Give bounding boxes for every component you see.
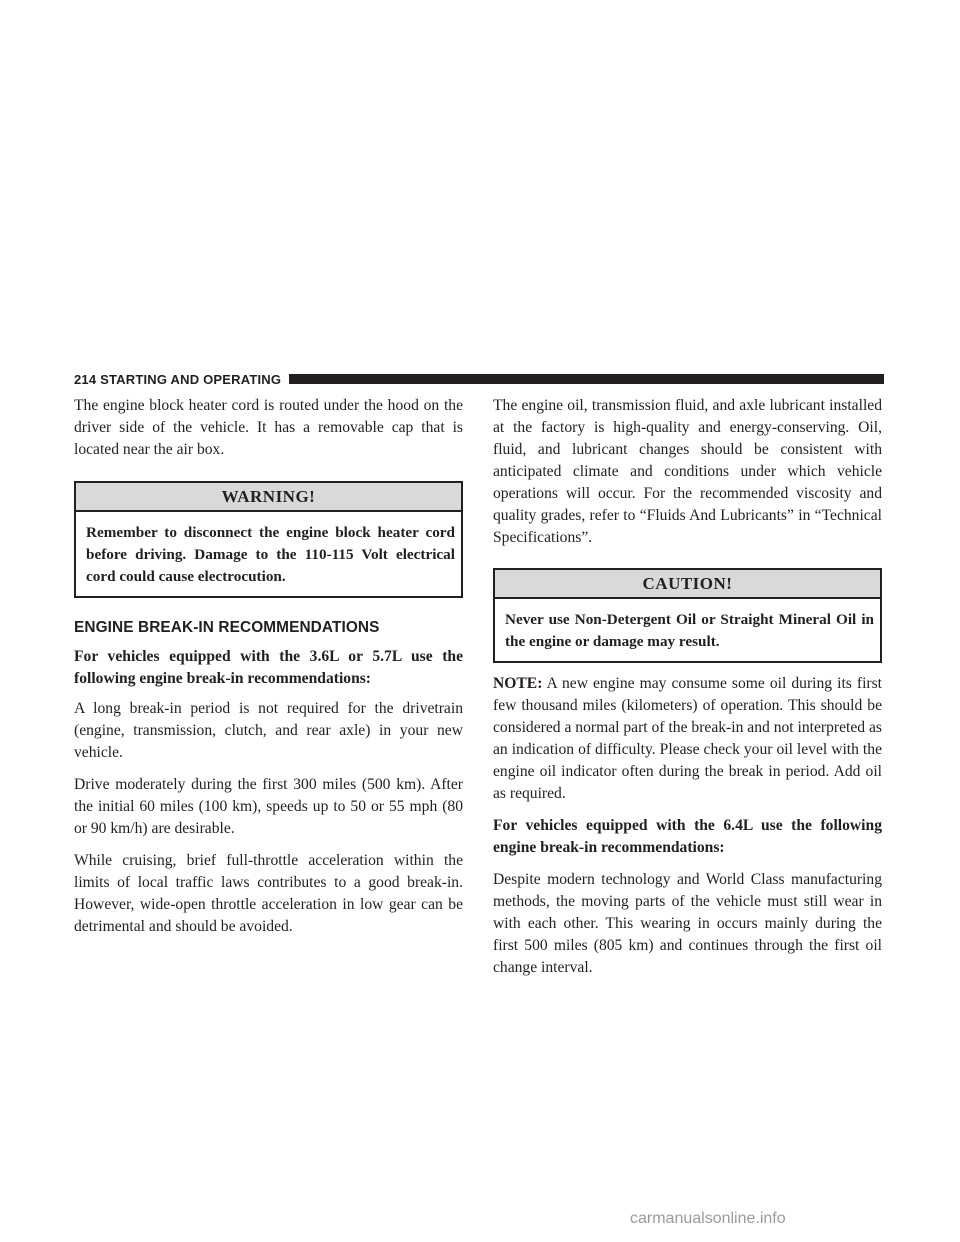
warning-box — [74, 481, 463, 598]
caution-box — [493, 568, 882, 663]
intro-paragraph: The engine block heater cord is routed under the hood on the driver side of the vehicle. It has a removable cap that is located near the air box. — [74, 397, 463, 458]
oil-paragraph: The engine oil, transmission fluid, and axle lubricant installed at the factory is high-quality and energy-conserving. Oil, fluid, and lubricant changes should be consistent with anticipated climate and conditions under which vehicle operations will occur. For the recommended viscosity and quality grades, refer to “Fluids And Lubricants” in “Technical Specifications”. — [493, 397, 882, 546]
right-column — [493, 395, 882, 979]
watermark: carmanualsonline.info — [630, 1210, 786, 1227]
break-in-paragraph-2: Drive moderately during the first 300 miles (500 km). After the initial 60 miles (100 km), speeds up to 50 or 55 mph (80 or 90 km/h) are desirable. — [74, 776, 463, 837]
break-in-paragraph-1: A long break-in period is not required for the drivetrain (engine, transmission, clutch, and rear axle) in your new vehicle. — [74, 700, 463, 761]
break-in-64-paragraph: Despite modern technology and World Class manufacturing methods, the moving parts of the vehicle must still wear in with each other. This wearing in occurs mainly during the first 500 miles (805 km) and continues through the first oil change interval. — [493, 871, 882, 976]
warning-title: WARNING! — [76, 483, 461, 512]
caution-title: CAUTION! — [495, 570, 880, 599]
break-in-paragraph-3: While cruising, brief full-throttle acceleration within the limits of local traffic laws contributes to a good break-in. However, wide-open throttle acceleration in low gear can be detrimental and should be avoided. — [74, 852, 463, 935]
page-header — [74, 371, 884, 387]
warning-body: Remember to disconnect the engine block heater cord before driving. Damage to the 110-115 Volt electrical cord could cause electrocution. — [86, 524, 455, 585]
section-heading: ENGINE BREAK-IN RECOMMENDATIONS — [74, 619, 380, 636]
note-text: A new engine may consume some oil during its first few thousand miles (kilometers) of operation. This should be considered a normal part of the break-in and not interpreted as an indication of difficulty. Please check your oil level with the engine oil indicator often during the break in period. Add oil as required. — [493, 675, 882, 802]
page-number-and-section — [74, 372, 281, 387]
caution-body: Never use Non-Detergent Oil or Straight Mineral Oil in the engine or damage may result. — [505, 611, 874, 650]
header-rule — [289, 374, 884, 384]
page-number: 214 — [74, 371, 97, 387]
note-label: NOTE: — [493, 675, 543, 692]
break-in-intro: For vehicles equipped with the 3.6L or 5.7L use the following engine break-in recommendations: — [74, 648, 463, 687]
break-in-64-intro: For vehicles equipped with the 6.4L use the following engine break-in recommendations: — [493, 817, 882, 856]
note-paragraph — [493, 673, 882, 805]
section-title: STARTING AND OPERATING — [100, 371, 282, 387]
left-column — [74, 395, 463, 938]
